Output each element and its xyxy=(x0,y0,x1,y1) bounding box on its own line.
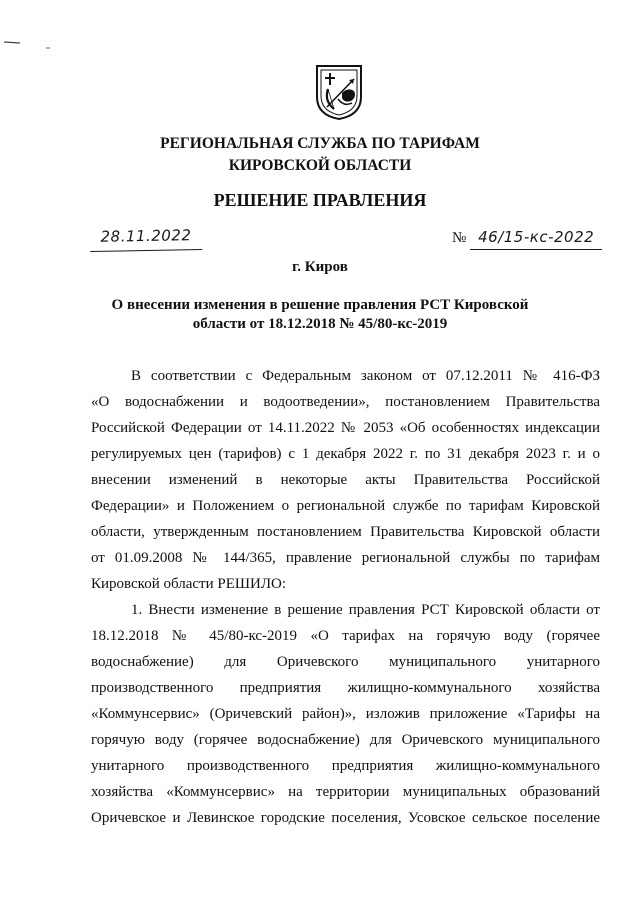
body-line: Оричевское и Левинское городские поселения, Усовское сельское поселение xyxy=(91,810,600,826)
body-line: области, утвержденным постановлением Правительства Кировской области xyxy=(91,524,600,540)
body-line: от 01.09.2008 № 144/365, правление региональной службы по тарифам xyxy=(91,550,600,566)
agency-name-line2: КИРОВСКОЙ ОБЛАСТИ xyxy=(228,157,412,174)
body-line: хозяйства «Коммунсервис» на территории муниципальных образований xyxy=(91,784,600,800)
document-number-value: 46/15-кс-2022 xyxy=(470,225,602,250)
coat-of-arms-icon xyxy=(314,63,364,121)
body-line: Кировской области РЕШИЛО: xyxy=(91,576,287,592)
body-line: «Коммунсервис» (Оричевский район)», изложив приложение «Тарифы на xyxy=(91,706,600,722)
body-line: Российской Федерации от 14.11.2022 № 2053 «Об особенностях индексации xyxy=(91,420,600,436)
body-line: «О водоснабжении и водоотведении», постановлением Правительства xyxy=(91,394,600,410)
document-title: РЕШЕНИЕ ПРАВЛЕНИЯ xyxy=(213,190,427,210)
body-line: производственного предприятия жилищно-коммунального хозяйства xyxy=(91,680,600,696)
agency-name-line1: РЕГИОНАЛЬНАЯ СЛУЖБА ПО ТАРИФАМ xyxy=(160,135,480,152)
body-line: внесении изменений в некоторые акты Правительства Российской xyxy=(91,472,600,488)
body-line: унитарного производственного предприятия жилищно-коммунального xyxy=(91,758,600,774)
body-line: водоснабжение) для Оричевского муниципального унитарного xyxy=(91,654,600,670)
body-line: горячую воду (горячее водоснабжение) для Оричевского муниципального xyxy=(91,732,600,748)
body-line: В соответствии с Федеральным законом от 07.12.2011 № 416-ФЗ xyxy=(131,368,600,384)
body-line: регулируемых цен (тарифов) с 1 декабря 2022 г. по 31 декабря 2023 г. и о xyxy=(91,446,600,462)
document-number xyxy=(452,224,602,250)
number-sign: № xyxy=(452,230,467,246)
scan-mark xyxy=(2,36,54,52)
body-line: 18.12.2018 № 45/80-кс-2019 «О тарифах на горячую воду (горячее xyxy=(91,628,600,644)
document-date: 28.11.2022 xyxy=(90,223,202,252)
city-name: г. Киров xyxy=(292,259,348,275)
subject-line2: области от 18.12.2018 № 45/80-кс-2019 xyxy=(192,316,448,332)
body-line: Федерации» и Положением о региональной службе по тарифам Кировской xyxy=(91,498,600,514)
subject-line1: О внесении изменения в решение правления РСТ Кировской xyxy=(111,297,529,313)
body-line: 1. Внести изменение в решение правления РСТ Кировской области от xyxy=(131,602,600,618)
